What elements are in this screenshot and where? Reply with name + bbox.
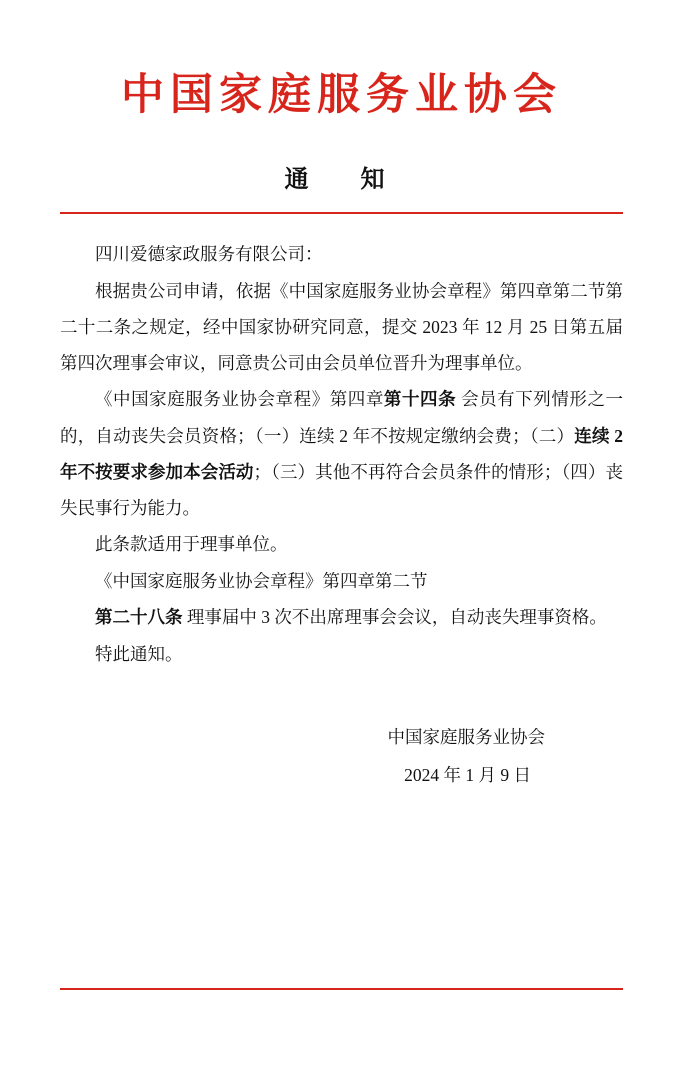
paragraph-1: 根据贵公司申请，依据《中国家庭服务业协会章程》第四章第二节第二十二条之规定，经中国家协研究同意，提交 2023 年 12 月 25 日第五届第四次理事会审议，同意贵公司由会员单位晋升为理事单位。 — [60, 280, 623, 373]
paragraph-5-seg-1-bold: 第二十八条 — [95, 607, 183, 628]
paragraph-2 — [60, 381, 623, 525]
paragraph-6: 特此通知。 — [95, 643, 183, 664]
paragraph-5-seg-2: 理事届中 3 次不出席理事会会议，自动丧失理事资格。 — [182, 607, 607, 628]
organization-title: 中国家庭服务业协会 — [121, 70, 562, 120]
signature-block — [60, 718, 623, 795]
paragraph-3: 此条款适用于理事单位。 — [95, 534, 288, 555]
document-page — [0, 72, 683, 1072]
paragraph-2-seg-4-bold: 连续 2 年不按要求参加本会活动 — [60, 425, 624, 482]
paragraph-2-seg-2-bold: 第十四条 — [383, 389, 457, 410]
document-body — [60, 236, 623, 672]
signature-date: 2024 年 1 月 9 日 — [404, 765, 531, 786]
document-title: 通 知 — [284, 167, 399, 194]
paragraph-5 — [60, 599, 623, 635]
paragraph-4: 《中国家庭服务业协会章程》第四章第二节 — [95, 570, 428, 591]
paragraph-2-seg-1: 《中国家庭服务业协会章程》第四章 — [95, 389, 384, 410]
footer-divider-rule — [60, 988, 623, 990]
paragraph-2-seg-3: 会员有下列情形之一的，自动丧失会员资格；（一）连续 2 年不按规定缴纳会费；（二） — [60, 389, 624, 446]
signature-organization: 中国家庭服务业协会 — [387, 726, 545, 747]
recipient-line: 四川爱德家政服务有限公司： — [95, 244, 323, 265]
header-divider-rule — [60, 212, 623, 214]
paragraph-2-seg-5: ；（三）其他不再符合会员条件的情形；（四）丧失民事行为能力。 — [60, 461, 623, 518]
